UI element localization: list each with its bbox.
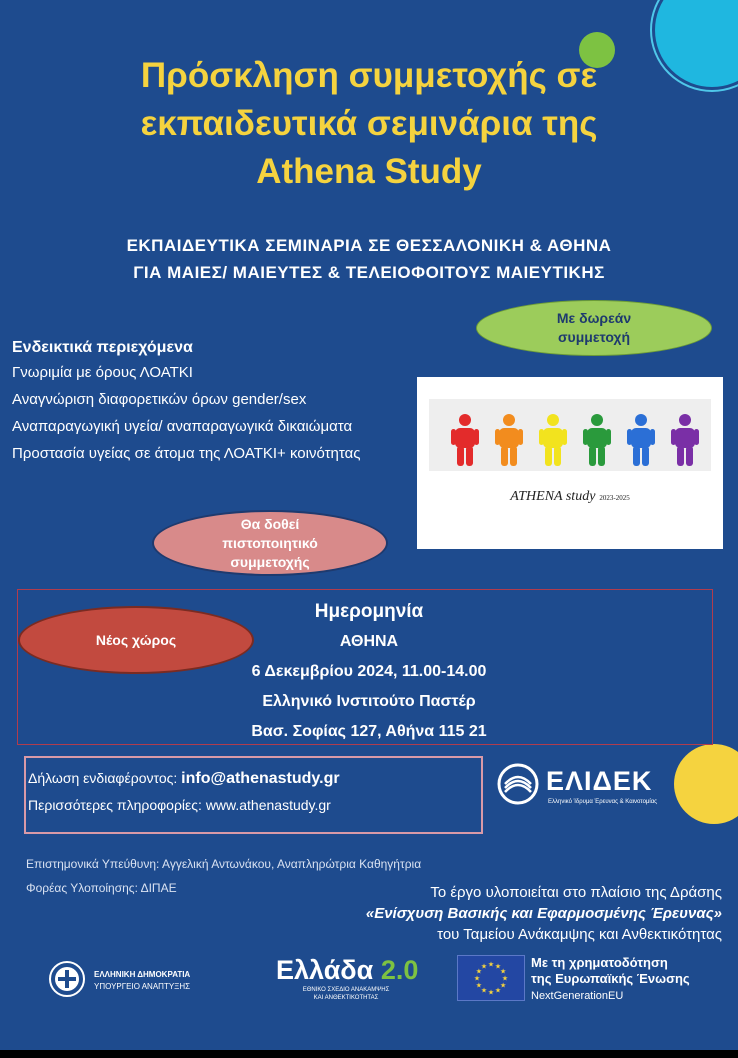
interest-row [28, 766, 481, 791]
logo-caption-text: ATHENA study [510, 489, 596, 504]
ellada-number: 2.0 [380, 955, 419, 985]
title-line-2: εκπαιδευτικά σεμινάρια της [140, 104, 598, 143]
eu-star-icon: ★ [494, 963, 502, 971]
event-venue: Ελληνικό Ινστιτούτο Παστέρ [262, 693, 476, 710]
info-row [28, 793, 481, 817]
free-badge-line-1: Με δωρεάν [556, 310, 632, 326]
subtitle-line-2: ΓΙΑ ΜΑΙΕΣ/ ΜΑΙΕΥΤΕΣ & ΤΕΛΕΙΟΦΟΙΤΟΥΣ ΜΑΙΕΥΤΙΚΗΣ [133, 263, 605, 282]
person-figure-icon [671, 413, 699, 467]
eu-star-icon: ★ [487, 961, 495, 969]
person-figure-icon [539, 413, 567, 467]
contents-section [12, 337, 412, 471]
free-participation-badge [476, 300, 712, 356]
bottom-bar [0, 1050, 738, 1058]
elidek-emblem-icon [496, 762, 540, 806]
event-datetime: 6 Δεκεμβρίου 2024, 11.00-14.00 [251, 663, 487, 680]
person-figure-icon [451, 413, 479, 467]
cert-badge-line-3: συμμετοχής [230, 553, 310, 570]
ellada-wordmark [276, 954, 446, 986]
new-venue-badge [18, 606, 254, 674]
person-figure-icon [495, 413, 523, 467]
certificate-badge [152, 510, 388, 576]
greek-republic-logo [48, 960, 248, 1000]
republic-line-1: ΕΛΛΗΝΙΚΗ ΔΗΜΟΚΡΑΤΙΑ [94, 970, 191, 979]
elidek-logo [496, 762, 676, 812]
eu-star-icon: ★ [480, 987, 488, 995]
contact-box [24, 756, 483, 834]
eu-funding-text [531, 955, 690, 1004]
eu-line-2: της Ευρωπαϊκής Ένωσης [531, 971, 690, 986]
project-statement [250, 882, 722, 945]
eu-star-icon: ★ [501, 975, 509, 983]
event-address: Βασ. Σοφίας 127, Αθήνα 115 21 [251, 723, 487, 740]
ellada-sub-1: ΕΘΝΙΚΟ ΣΧΕΔΙΟ ΑΝΑΚΑΜΨΗΣ [302, 987, 390, 993]
greece-2-0-logo [276, 954, 446, 1006]
list-item: Αναγνώριση διαφορετικών όρων gender/sex [12, 391, 307, 408]
elidek-name: ΕΛΙΔΕΚ [546, 766, 653, 796]
eu-star-icon: ★ [473, 975, 481, 983]
new-venue-label: Νέος χώρος [95, 631, 177, 648]
poster-title [0, 52, 738, 196]
event-city: ΑΘΗΝΑ [339, 633, 399, 650]
contents-list [12, 363, 412, 464]
ellada-word: Ελλάδα [276, 955, 374, 985]
interest-label: Δήλωση ενδιαφέροντος: [28, 770, 178, 786]
event-date-heading: Ημερομηνία [314, 601, 424, 622]
cert-badge-line-2: πιστοποιητικό [222, 534, 318, 551]
free-badge-line-2: συμμετοχή [557, 329, 631, 345]
republic-line-2: ΥΠΟΥΡΓΕΙΟ ΑΝΑΠΤΥΞΗΣ [94, 982, 191, 991]
logo-caption [417, 489, 723, 505]
eu-line-3: NextGenerationEU [531, 990, 624, 1002]
eu-star-icon: ★ [475, 982, 483, 990]
info-label: Περισσότερες πληροφορίες: [28, 797, 202, 813]
elidek-subtitle: Ελληνικό Ίδρυμα Έρευνας & Καινοτομίας [548, 799, 658, 805]
greek-emblem-icon [48, 960, 86, 998]
cert-badge-line-1: Θα δοθεί [240, 515, 300, 532]
poster-subtitle [0, 232, 738, 286]
implementing-body: Φορέας Υλοποίησης: ΔΙΠΑΕ [26, 881, 177, 895]
eu-star-icon: ★ [494, 987, 502, 995]
list-item: Προστασία υγείας σε άτομα της ΛΟΑΤΚΙ+ κοινότητας [12, 445, 361, 462]
contents-heading: Ενδεικτικά περιεχόμενα [12, 339, 193, 356]
scientific-lead: Επιστημονικά Υπεύθυνη: Αγγελική Αντωνάκου, Αναπληρώτρια Καθηγήτρια [26, 857, 422, 871]
project-line-2: «Ενίσχυση Βασικής και Εφαρμοσμένης Έρευνας» [365, 905, 722, 922]
project-line-3: του Ταμείου Ανάκαμψης και Ανθεκτικότητας [437, 926, 722, 943]
eu-star-icon: ★ [499, 982, 507, 990]
logo-years: 2023-2025 [599, 494, 630, 502]
email-link[interactable]: info@athenastudy.gr [181, 770, 340, 787]
eu-star-icon: ★ [480, 963, 488, 971]
eu-star-icon: ★ [499, 968, 507, 976]
title-line-1: Πρόσκληση συμμετοχής σε [140, 56, 598, 95]
figures-strip [429, 399, 711, 471]
eu-flag-icon [457, 955, 525, 1001]
yellow-circle-decoration [674, 744, 738, 824]
list-item: Γνωριμία με όρους ΛΟΑΤΚΙ [12, 364, 193, 381]
website-link[interactable]: www.athenastudy.gr [205, 797, 331, 813]
eu-star-icon: ★ [487, 989, 495, 997]
project-line-1: Το έργο υλοποιείται στο πλαίσιο της Δράσης [430, 884, 722, 901]
person-figure-icon [583, 413, 611, 467]
athena-study-logo [417, 377, 723, 549]
list-item: Αναπαραγωγική υγεία/ αναπαραγωγικά δικαιώματα [12, 418, 353, 435]
person-figure-icon [627, 413, 655, 467]
title-line-3: Athena Study [256, 152, 482, 191]
ellada-sub-2: ΚΑΙ ΑΝΘΕΚΤΙΚΟΤΗΤΑΣ [313, 995, 379, 1001]
eu-line-1: Με τη χρηματοδότηση [531, 955, 668, 970]
subtitle-line-1: ΕΚΠΑΙΔΕΥΤΙΚΑ ΣΕΜΙΝΑΡΙΑ ΣΕ ΘΕΣΣΑΛΟΝΙΚΗ & ΑΘΗΝΑ [126, 236, 612, 255]
eu-star-icon: ★ [475, 968, 483, 976]
